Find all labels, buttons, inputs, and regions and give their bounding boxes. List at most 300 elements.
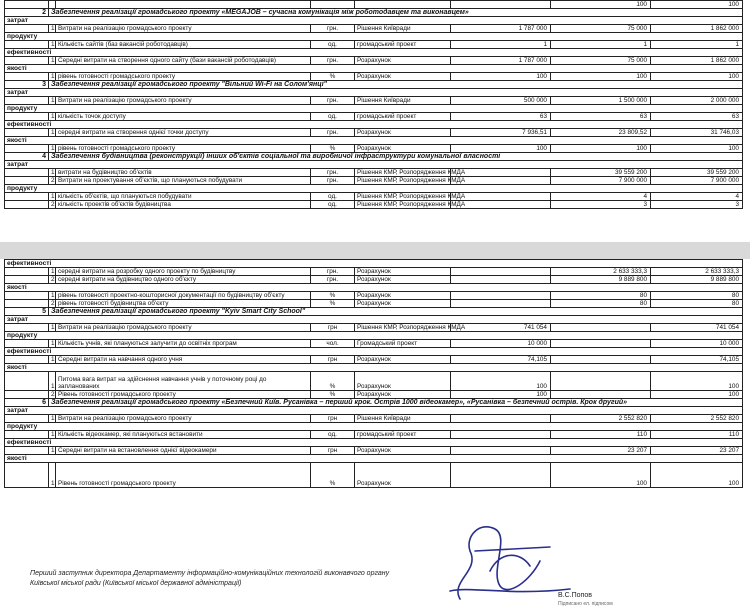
- indicator-name: кількість проектів об'єктів будівництва: [56, 201, 311, 209]
- indicator-category-row: [5, 407, 743, 415]
- indicator-row: [5, 129, 743, 137]
- category-label: затрат: [5, 161, 49, 169]
- value-cell: [451, 447, 551, 455]
- indicator-category-row: [5, 439, 743, 447]
- category-label: ефективності: [5, 439, 49, 447]
- row-number: 2: [49, 177, 56, 185]
- value-cell: 3: [551, 201, 651, 209]
- category-fill: [49, 161, 743, 169]
- indicator-row: [5, 340, 743, 348]
- value-cell: 110: [551, 431, 651, 439]
- value-cell: 3: [651, 201, 743, 209]
- category-label: якості: [5, 284, 49, 292]
- section-number: 6: [5, 399, 49, 407]
- signature: [420, 511, 590, 603]
- value-cell: 31 746,03: [651, 129, 743, 137]
- indicator-row: [5, 169, 743, 177]
- indicator-row: [5, 25, 743, 33]
- indicator-row: [5, 113, 743, 121]
- indicator-category-row: [5, 121, 743, 129]
- indicator-row: [5, 57, 743, 65]
- blank-cell: [5, 431, 49, 439]
- indicator-name: Середні витрати на створення одного сайту (бази вакансій роботодавців): [56, 57, 311, 65]
- value-cell: 39 559 200: [651, 169, 743, 177]
- value-cell: 7 936,51: [451, 129, 551, 137]
- value-cell: 63: [551, 113, 651, 121]
- blank-cell: [5, 447, 49, 455]
- source-cell: Розрахунок: [355, 300, 451, 308]
- indicators-table-top: [4, 0, 743, 209]
- row-number: 1: [49, 73, 56, 81]
- value-cell: [551, 356, 651, 364]
- indicator-name: Витрати на реалізацію громадського проекту: [56, 415, 311, 423]
- category-fill: [49, 49, 743, 57]
- value-cell: 10 000: [651, 340, 743, 348]
- blank-cell: [5, 41, 49, 49]
- indicator-row: [5, 372, 743, 391]
- indicator-name: Витрати на проектування об'єктів, що плануються побудувати: [56, 177, 311, 185]
- row-number: 1: [49, 356, 56, 364]
- category-fill: [49, 439, 743, 447]
- unit-cell: грн: [311, 324, 355, 332]
- section-title: Забезпечення реалізації громадського проекту "Вільний Wi-Fi на Солом'янці": [49, 81, 743, 89]
- indicator-row: [5, 201, 743, 209]
- blank-cell: [5, 300, 49, 308]
- indicator-row: [5, 97, 743, 105]
- row-number: 1: [49, 145, 56, 153]
- value-cell: 74,105: [451, 356, 551, 364]
- value-cell: [451, 169, 551, 177]
- row-number: 2: [49, 276, 56, 284]
- category-fill: [49, 33, 743, 41]
- category-label: затрат: [5, 89, 49, 97]
- indicator-name: Витрати на реалізацію громадського проекту: [56, 97, 311, 105]
- category-fill: [49, 260, 743, 268]
- category-label: якості: [5, 65, 49, 73]
- unit-cell: грн.: [311, 169, 355, 177]
- value-cell: 63: [451, 113, 551, 121]
- indicator-name: рівень готовності громадського проекту: [56, 145, 311, 153]
- blank-cell: [5, 201, 49, 209]
- indicator-row: [5, 145, 743, 153]
- value-cell: [451, 415, 551, 423]
- indicator-category-row: [5, 105, 743, 113]
- row-number: 1: [49, 169, 56, 177]
- indicator-category-row: [5, 33, 743, 41]
- category-label: продукту: [5, 105, 49, 113]
- value-cell: 100: [551, 1, 651, 9]
- unit-cell: %: [311, 463, 355, 488]
- category-label: ефективності: [5, 121, 49, 129]
- unit-cell: %: [311, 372, 355, 391]
- row-number: 1: [49, 431, 56, 439]
- source-cell: Рішення КМР, Розпорядження КМДА: [355, 177, 451, 185]
- indicator-row: [5, 73, 743, 81]
- source-cell: Розрахунок: [355, 463, 451, 488]
- source-cell: Рішення КМР, Розпорядження КМДА: [355, 169, 451, 177]
- indicator-row: [5, 324, 743, 332]
- row-number: 1: [49, 268, 56, 276]
- category-fill: [49, 17, 743, 25]
- value-cell: 100: [551, 463, 651, 488]
- category-label: продукту: [5, 33, 49, 41]
- category-fill: [49, 121, 743, 129]
- value-cell: 80: [551, 292, 651, 300]
- value-cell: 7 900 000: [651, 177, 743, 185]
- blank-cell: [5, 292, 49, 300]
- unit-cell: грн.: [311, 97, 355, 105]
- category-fill: [49, 423, 743, 431]
- source-cell: Громадський проект: [355, 340, 451, 348]
- value-cell: 100: [551, 145, 651, 153]
- row-number: 1: [49, 193, 56, 201]
- category-fill: [49, 137, 743, 145]
- value-cell: 100: [451, 391, 551, 399]
- source-cell: Розрахунок: [355, 57, 451, 65]
- value-cell: 100: [651, 372, 743, 391]
- indicator-name: середні витрати на створення однієї точки доступу: [56, 129, 311, 137]
- indicator-category-row: [5, 423, 743, 431]
- source-cell: Рішення Київради: [355, 415, 451, 423]
- row-number: 1: [49, 57, 56, 65]
- value-cell: 100: [651, 145, 743, 153]
- value-cell: 100: [651, 391, 743, 399]
- source-cell: громадський проект: [355, 431, 451, 439]
- indicator-category-row: [5, 137, 743, 145]
- value-cell: 1 500 000: [551, 97, 651, 105]
- unit-cell: грн.: [311, 57, 355, 65]
- category-fill: [49, 316, 743, 324]
- blank-cell: [5, 372, 49, 391]
- value-cell: 100: [651, 1, 743, 9]
- category-fill: [49, 185, 743, 193]
- row-number: 1: [49, 113, 56, 121]
- indicator-category-row: [5, 348, 743, 356]
- value-cell: [451, 463, 551, 488]
- unit-cell: од.: [311, 431, 355, 439]
- blank-cell: [5, 193, 49, 201]
- category-label: продукту: [5, 423, 49, 431]
- value-cell: 2 552 820: [551, 415, 651, 423]
- blank-cell: [5, 113, 49, 121]
- signer-caption: Підписано ел. підписом: [558, 601, 613, 607]
- row-number: 2: [49, 300, 56, 308]
- value-cell: [451, 177, 551, 185]
- unit-cell: %: [311, 73, 355, 81]
- indicators-table-bottom-body: [5, 260, 743, 488]
- section-title: Забезпечення реалізації громадського проекту «Безпечний Київ. Русанівка – перший крок. Острів 1000 відеокамер», «Русанівка – безпечний острів. Крок другий»: [49, 399, 743, 407]
- value-cell: 63: [651, 113, 743, 121]
- value-cell: 100: [651, 73, 743, 81]
- category-label: якості: [5, 364, 49, 372]
- indicator-row: [5, 391, 743, 399]
- row-number: 1: [49, 324, 56, 332]
- blank-cell: [5, 169, 49, 177]
- category-label: якості: [5, 455, 49, 463]
- value-cell: 80: [651, 300, 743, 308]
- indicator-category-row: [5, 284, 743, 292]
- value-cell: [451, 292, 551, 300]
- value-cell: 10 000: [451, 340, 551, 348]
- category-label: затрат: [5, 17, 49, 25]
- value-cell: 23 207: [551, 447, 651, 455]
- unit-cell: грн.: [311, 25, 355, 33]
- category-label: ефективності: [5, 260, 49, 268]
- indicator-name: Витрати на реалізацію громадського проекту: [56, 324, 311, 332]
- indicator-row: [5, 356, 743, 364]
- value-cell: 1: [451, 41, 551, 49]
- document-page-top: [0, 0, 750, 242]
- category-fill: [49, 348, 743, 356]
- value-cell: 110: [651, 431, 743, 439]
- category-label: ефективності: [5, 348, 49, 356]
- source-cell: Розрахунок: [355, 129, 451, 137]
- indicator-name: витрати на будівництво об'єктів: [56, 169, 311, 177]
- position-line-2: Київської міської ради (Київської міської державної адміністрації): [30, 580, 242, 587]
- blank-cell: [5, 276, 49, 284]
- partial-top-row: [5, 1, 743, 9]
- value-cell: 80: [551, 300, 651, 308]
- value-cell: 100: [451, 372, 551, 391]
- section-header-row: [5, 308, 743, 316]
- section-header-row: [5, 399, 743, 407]
- unit-cell: од.: [311, 193, 355, 201]
- source-cell: Розрахунок: [355, 391, 451, 399]
- indicator-category-row: [5, 364, 743, 372]
- document-page-bottom: [0, 259, 750, 607]
- blank-cell: [5, 356, 49, 364]
- indicator-name: кількість точок доступу: [56, 113, 311, 121]
- value-cell: 2 552 820: [651, 415, 743, 423]
- value-cell: [451, 201, 551, 209]
- section-number: 2: [5, 9, 49, 17]
- category-fill: [49, 455, 743, 463]
- source-cell: Рішення КМР, Розпорядження КМДА: [355, 193, 451, 201]
- indicator-name: середні витрати на будівництво одного об'єкту: [56, 276, 311, 284]
- indicator-row: [5, 268, 743, 276]
- blank-cell: [5, 340, 49, 348]
- indicator-name: Рівень готовності громадського проекту: [56, 391, 311, 399]
- value-cell: 100: [451, 73, 551, 81]
- indicator-name: середні витрати на розробку одного проекту по будівництву: [56, 268, 311, 276]
- value-cell: 75 000: [551, 57, 651, 65]
- section-title: Забезпечення реалізації громадського проекту "Kyiv Smart City School": [49, 308, 743, 316]
- row-number: 1: [49, 292, 56, 300]
- value-cell: 741 054: [451, 324, 551, 332]
- indicator-row: [5, 193, 743, 201]
- indicator-category-row: [5, 49, 743, 57]
- value-cell: [551, 340, 651, 348]
- unit-cell: од.: [311, 41, 355, 49]
- indicator-category-row: [5, 260, 743, 268]
- indicators-table-bottom: [4, 259, 743, 488]
- signatory-position: [30, 569, 389, 589]
- indicator-name: Середні витрати на встановлення однієї відеокамери: [56, 447, 311, 455]
- value-cell: 2 000 000: [651, 97, 743, 105]
- indicator-category-row: [5, 17, 743, 25]
- value-cell: 4: [651, 193, 743, 201]
- unit-cell: грн: [311, 447, 355, 455]
- category-label: продукту: [5, 185, 49, 193]
- indicator-name: рівень готовності проектно-кошторисної документації по будівництву об'єкту: [56, 292, 311, 300]
- blank-cell: [5, 129, 49, 137]
- unit-cell: %: [311, 145, 355, 153]
- value-cell: 2 633 333,3: [651, 268, 743, 276]
- indicator-row: [5, 300, 743, 308]
- indicator-category-row: [5, 455, 743, 463]
- value-cell: [551, 324, 651, 332]
- value-cell: 23 207: [651, 447, 743, 455]
- source-cell: громадський проект: [355, 113, 451, 121]
- value-cell: 100: [651, 463, 743, 488]
- blank-cell: [5, 391, 49, 399]
- indicator-row: [5, 276, 743, 284]
- value-cell: 1 862 000: [651, 25, 743, 33]
- indicators-table-top-body: [5, 1, 743, 209]
- value-cell: [551, 391, 651, 399]
- unit-cell: грн.: [311, 276, 355, 284]
- indicator-name: Кількість сайтів (баз вакансій роботодавців): [56, 41, 311, 49]
- indicator-category-row: [5, 332, 743, 340]
- category-fill: [49, 65, 743, 73]
- unit-cell: %: [311, 391, 355, 399]
- category-fill: [49, 332, 743, 340]
- indicator-row: [5, 292, 743, 300]
- indicator-name: Кількість учнів, які плануються залучити до освітніх програм: [56, 340, 311, 348]
- value-cell: 1 787 000: [451, 25, 551, 33]
- value-cell: 39 559 200: [551, 169, 651, 177]
- source-cell: Розрахунок: [355, 268, 451, 276]
- indicator-category-row: [5, 89, 743, 97]
- indicator-category-row: [5, 161, 743, 169]
- section-number: 5: [5, 308, 49, 316]
- indicator-row: [5, 463, 743, 488]
- category-fill: [49, 105, 743, 113]
- indicator-name: Витрати на реалізацію громадського проекту: [56, 25, 311, 33]
- position-line-1: Перший заступник директора Департаменту інформаційно-комунікаційних технологій виконавчого органу: [30, 570, 390, 577]
- row-number: 2: [49, 201, 56, 209]
- unit-cell: од.: [311, 201, 355, 209]
- category-label: затрат: [5, 316, 49, 324]
- row-number: 1: [49, 415, 56, 423]
- indicator-row: [5, 41, 743, 49]
- source-cell: Рішення Київради: [355, 97, 451, 105]
- row-number: 1: [49, 447, 56, 455]
- value-cell: 2 633 333,3: [551, 268, 651, 276]
- category-fill: [49, 284, 743, 292]
- value-cell: 4: [551, 193, 651, 201]
- section-title: Забезпечення будівництва (реконструкції) інших об'єктів соціальної та виробничої інфраструктури комунальної власності: [49, 153, 743, 161]
- value-cell: 23 809,52: [551, 129, 651, 137]
- category-fill: [49, 407, 743, 415]
- signer-name: В.С.Попов: [558, 592, 592, 599]
- indicator-row: [5, 431, 743, 439]
- blank-cell: [5, 268, 49, 276]
- value-cell: 100: [451, 145, 551, 153]
- indicator-name: Середні витрати на навчання одного учня: [56, 356, 311, 364]
- indicator-category-row: [5, 185, 743, 193]
- source-cell: Розрахунок: [355, 372, 451, 391]
- blank-cell: [5, 145, 49, 153]
- row-number: 1: [49, 372, 56, 391]
- blank-cell: [5, 97, 49, 105]
- row-number: 1: [49, 463, 56, 488]
- source-cell: Розрахунок: [355, 73, 451, 81]
- indicator-name: рівень готовності будівництва об'єкту: [56, 300, 311, 308]
- value-cell: 75 000: [551, 25, 651, 33]
- category-fill: [49, 89, 743, 97]
- blank-cell: [5, 177, 49, 185]
- section-header-row: [5, 153, 743, 161]
- row-number: 1: [49, 129, 56, 137]
- value-cell: 100: [551, 73, 651, 81]
- value-cell: [551, 372, 651, 391]
- section-header-row: [5, 9, 743, 17]
- source-cell: Розрахунок: [355, 356, 451, 364]
- value-cell: 741 054: [651, 324, 743, 332]
- value-cell: 1 862 000: [651, 57, 743, 65]
- category-label: якості: [5, 137, 49, 145]
- value-cell: [451, 268, 551, 276]
- row-number: 1: [49, 340, 56, 348]
- unit-cell: грн.: [311, 129, 355, 137]
- blank-cell: [5, 25, 49, 33]
- row-number: 1: [49, 41, 56, 49]
- value-cell: [451, 300, 551, 308]
- unit-cell: грн.: [311, 177, 355, 185]
- indicator-name: кількість об'єктів, що плануються побудувати: [56, 193, 311, 201]
- unit-cell: %: [311, 300, 355, 308]
- row-number: 2: [49, 391, 56, 399]
- source-cell: Рішення КМР, Розпорядження КМДА: [355, 324, 451, 332]
- category-label: продукту: [5, 332, 49, 340]
- value-cell: 74,105: [651, 356, 743, 364]
- section-number: 3: [5, 81, 49, 89]
- value-cell: 80: [651, 292, 743, 300]
- indicator-name: Кількість відеокамер, які плануються встановити: [56, 431, 311, 439]
- indicator-category-row: [5, 65, 743, 73]
- blank-cell: [5, 415, 49, 423]
- value-cell: [451, 431, 551, 439]
- source-cell: Розрахунок: [355, 145, 451, 153]
- value-cell: 9 889 800: [651, 276, 743, 284]
- indicator-name: рівень готовності громадського проекту: [56, 73, 311, 81]
- page-gap: [0, 242, 750, 259]
- unit-cell: чол.: [311, 340, 355, 348]
- value-cell: [451, 193, 551, 201]
- blank-cell: [5, 73, 49, 81]
- blank-cell: [5, 324, 49, 332]
- indicator-row: [5, 177, 743, 185]
- row-number: 1: [49, 25, 56, 33]
- value-cell: [451, 276, 551, 284]
- blank-cell: [5, 463, 49, 488]
- unit-cell: %: [311, 292, 355, 300]
- section-number: 4: [5, 153, 49, 161]
- value-cell: 500 000: [451, 97, 551, 105]
- source-cell: Розрахунок: [355, 292, 451, 300]
- unit-cell: од.: [311, 113, 355, 121]
- indicator-row: [5, 415, 743, 423]
- blank-cell: [5, 57, 49, 65]
- indicator-name: Питома вага витрат на здійснення навчання учнів у поточному році до запланованих: [56, 372, 311, 391]
- source-cell: Рішення КМР, Розпорядження КМДА: [355, 201, 451, 209]
- source-cell: громадський проект: [355, 41, 451, 49]
- unit-cell: грн.: [311, 268, 355, 276]
- value-cell: 1: [651, 41, 743, 49]
- indicator-name: Рівень готовності громадського проекту: [56, 463, 311, 488]
- indicator-category-row: [5, 316, 743, 324]
